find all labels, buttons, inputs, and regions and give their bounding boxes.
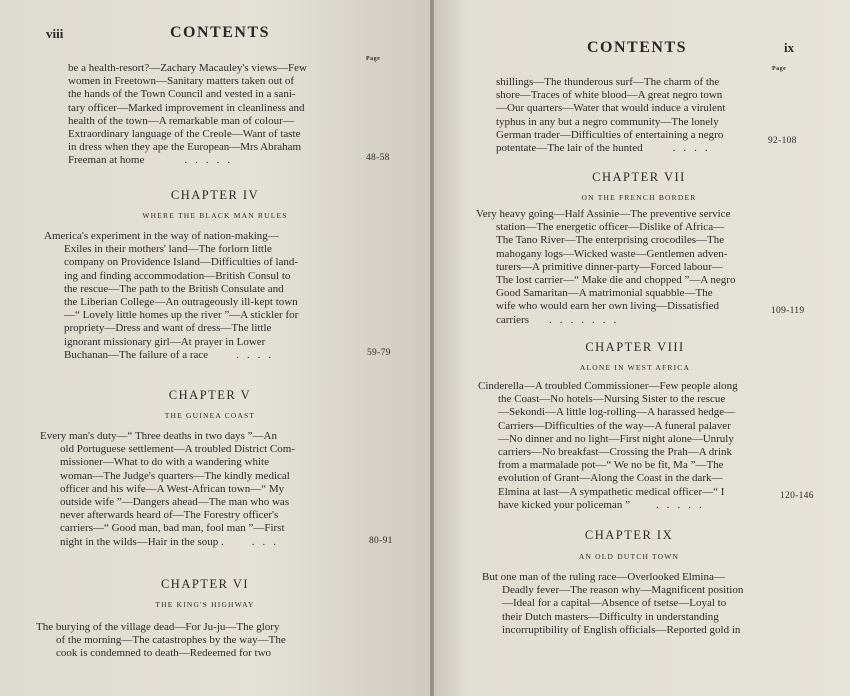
entry-line: —Sekondi—A little log-rolling—A harassed hedge— <box>498 406 736 419</box>
entry-line: —“ Lovely little homes up the river ”—A stickler for <box>64 309 299 322</box>
entry-line: —No dinner and no light—First night alone—Unruly <box>498 432 734 445</box>
entry-line: the Liberian College—An outrageously ill-kept town <box>64 296 298 309</box>
chapter-subtitle: ALONE IN WEST AFRICA <box>579 363 691 372</box>
page-number: ix <box>784 40 795 55</box>
entry-line: Deadly fever—The reason why—Magnificent position <box>502 584 744 597</box>
entry-line: woman—The Judge's quarters—The kindly medical <box>60 469 290 482</box>
entry-line: officer and his wife—A West-African town—“ My <box>60 482 285 495</box>
entry-line: ing and finding accommodation—British Consul to <box>64 269 291 282</box>
entry-line: —Our quarters—Water that would induce a virulent <box>496 102 726 115</box>
entry-line: from a marmalade pot—“ We no be fit, Ma ”—The <box>498 459 724 472</box>
entry-line: Exiles in their mothers' land—The forlorn little <box>64 243 272 256</box>
page-range: 120-146 <box>780 491 814 501</box>
entry-line: The burying of the village dead—For Ju-ju—The glory <box>36 621 280 633</box>
contents-entry <box>68 62 364 168</box>
entry-line: Good Samaritan—A matrimonial squabble—The <box>496 287 713 300</box>
entry-line: propriety—Dress and want of dress—The little <box>64 322 272 335</box>
chapter-subtitle: THE GUINEA COAST <box>164 411 256 420</box>
entry-line: have kicked your policeman ” ..... <box>498 498 710 511</box>
entry-line: Every man's duty—“ Three deaths in two days ”—An <box>40 430 277 442</box>
entry-line: cook is condemned to death—Redeemed for two <box>56 647 272 660</box>
entry-line: The Tano River—The enterprising crocodiles—The <box>496 234 725 247</box>
entry-line: wife who would earn her own living—Dissatisfied <box>496 300 720 313</box>
chapter-subtitle: ON THE FRENCH BORDER <box>581 193 697 202</box>
entry-line: Cinderella—A troubled Commissioner—Few people along <box>478 380 738 392</box>
entry-line: in dress when they ape the European—Mrs Abraham <box>68 141 302 154</box>
page-column-label: Page <box>772 66 787 72</box>
entry-line: Very heavy going—Half Assinie—The preventive service <box>476 208 731 220</box>
page-column-label: Page <box>366 56 381 62</box>
entry-line: carriers—No breakfast—Crossing the Prah—A drink <box>498 446 733 459</box>
entry-line: German trader—Difficulties of entertaining a negro <box>496 128 724 141</box>
chapter-heading: CHAPTER IV <box>170 188 260 202</box>
entry-line: their Dutch masters—Difficulty in understanding <box>502 610 719 623</box>
entry-line: —Ideal for a capital—Absence of tsetse—Loyal to <box>502 597 727 610</box>
entry-line: The lost carrier—“ Make die and chopped ”—A negro <box>496 274 736 287</box>
page-range: 92-108 <box>768 136 797 146</box>
entry-line: carriers ....... <box>496 313 625 326</box>
page-range: 59-79 <box>367 348 391 358</box>
entry-line: Buchanan—The failure of a race .... <box>64 348 280 361</box>
entry-line: America's experiment in the way of nation-making— <box>44 230 279 242</box>
contents-entry <box>482 571 782 637</box>
entry-line: mahogany logs—Wicked waste—Gentlemen adven- <box>496 247 728 260</box>
contents-entry <box>36 621 360 661</box>
page-range: 109-119 <box>771 306 805 316</box>
chapter-subtitle: WHERE THE BLACK MAN RULES <box>142 211 288 220</box>
entry-line: turers—A primitive dinner-party—Forced labour— <box>496 260 723 273</box>
entry-line: outside wife ”—Dangers ahead—The man who was <box>60 496 290 509</box>
entry-line: incorruptibility of English officials—Reported gold in <box>502 623 741 636</box>
entry-line: the hands of the Town Council and vested in a sani- <box>68 88 296 101</box>
entry-line: old Portuguese settlement—A troubled District Com- <box>60 443 295 456</box>
entry-line: potentate—The lair of the hunted .... <box>496 142 716 155</box>
contents-entry <box>496 76 766 155</box>
entry-line: Carriers—Difficulties of the way—A funeral palaver <box>498 419 731 432</box>
chapter-heading: CHAPTER IX <box>584 528 674 542</box>
running-head: CONTENTS <box>587 39 688 56</box>
entry-line: ignorant missionary girl—At prayer in Lower <box>64 335 266 348</box>
chapter-heading: CHAPTER VI <box>160 577 250 591</box>
entry-line: Extraordinary language of the Creole—Want of taste <box>68 128 301 141</box>
entry-line: Elmina at last—A sympathetic medical officer—“ I <box>498 485 725 498</box>
running-head: CONTENTS <box>170 24 271 41</box>
entry-line: night in the wilds—Hair in the soup . ... <box>60 535 285 548</box>
page-range: 80-91 <box>369 536 393 546</box>
chapter-subtitle: THE KING'S HIGHWAY <box>155 600 255 609</box>
chapter-heading: CHAPTER V <box>168 388 252 402</box>
entry-line: typhus in any but a negro community—The lonely <box>496 115 719 128</box>
entry-line: shillings—The thunderous surf—The charm of the <box>496 76 720 88</box>
right-page <box>434 0 850 696</box>
entry-line: company on Providence Island—Difficulties of land- <box>64 256 299 269</box>
contents-entry <box>40 430 362 549</box>
entry-line: shore—Traces of white blood—A great negro town <box>496 89 723 102</box>
contents-entry <box>478 380 770 512</box>
entry-line: never afterwards heard of—The Forestry officer's <box>60 509 279 522</box>
entry-line: the Coast—No hotels—Nursing Sister to the rescue <box>498 393 726 406</box>
entry-line: of the morning—The catastrophes by the way—The <box>56 634 286 647</box>
chapter-heading: CHAPTER VII <box>592 170 686 184</box>
entry-line: tary officer—Marked improvement in cleanliness and <box>68 101 305 114</box>
entry-line: be a health-resort?—Zachary Macauley's views—Few <box>68 62 307 74</box>
entry-line: Freeman at home ..... <box>68 154 239 167</box>
entry-line: station—The energetic officer—Dislike of Africa— <box>496 221 725 234</box>
chapter-subtitle: AN OLD DUTCH TOWN <box>578 552 680 561</box>
entry-line: evolution of Grant—Along the Coast in the dark— <box>498 472 723 485</box>
contents-entry <box>476 208 766 327</box>
entry-line: health of the town—A remarkable man of colour— <box>68 114 294 127</box>
entry-line: women in Freetown—Sanitary matters taken out of <box>68 75 295 88</box>
contents-entry <box>44 230 364 362</box>
entry-line: carriers—“ Good man, bad man, fool man ”—First <box>60 522 285 535</box>
chapter-heading: CHAPTER VIII <box>585 340 685 354</box>
page-number: viii <box>46 26 64 41</box>
entry-line: But one man of the ruling race—Overlooked Elmina— <box>482 571 725 583</box>
entry-line: missioner—What to do with a wandering white <box>60 456 269 469</box>
entry-line: the rescue—The path to the British Consulate and <box>64 282 284 295</box>
page-range: 48-58 <box>366 153 390 163</box>
